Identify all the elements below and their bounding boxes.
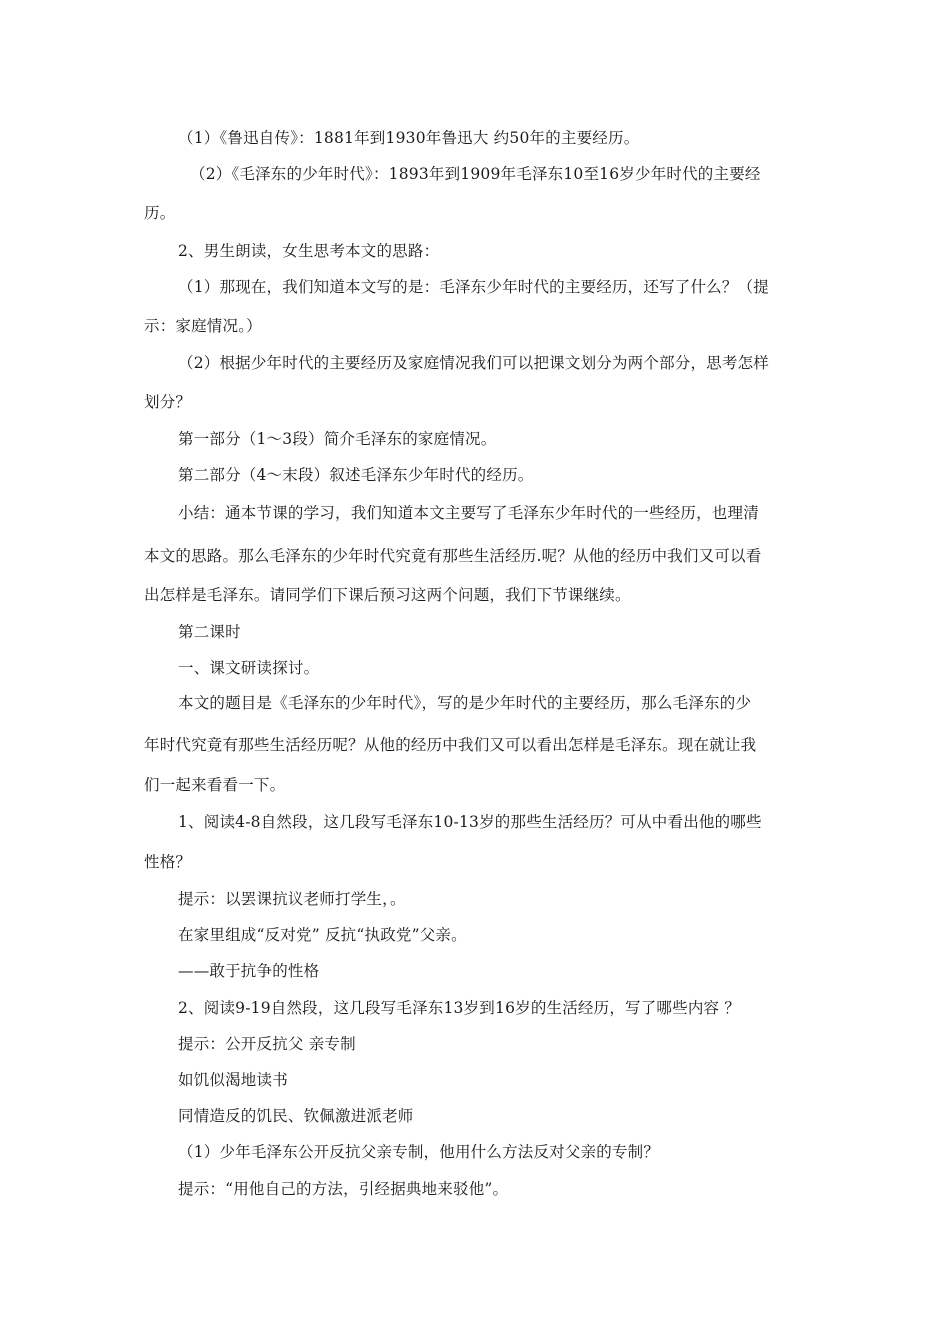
text-line: （2）《毛泽东的少年时代》：1893年到1909年毛泽东10至16岁少年时代的主要经 bbox=[190, 165, 761, 183]
text-line: （1）少年毛泽东公开反抗父亲专制，他用什么方法反对父亲的专制？ bbox=[178, 1143, 660, 1161]
text-line: 第二部分（4～末段）叙述毛泽东少年时代的经历。 bbox=[178, 466, 534, 484]
text-line: 一、课文研读探讨。 bbox=[178, 659, 320, 677]
text-line: 年时代究竟有那些生活经历呢？从他的经历中我们又可以看出怎样是毛泽东。现在就让我 bbox=[144, 736, 757, 754]
text-line: 本文的思路。那么毛泽东的少年时代究竟有那些生活经历.呢？从他的经历中我们又可以看 bbox=[144, 547, 762, 565]
text-line: （2）根据少年时代的主要经历及家庭情况我们可以把课文划分为两个部分，思考怎样 bbox=[178, 354, 769, 372]
text-line: 1、阅读4-8自然段，这几段写毛泽东10-13岁的那些生活经历？可从中看出他的哪些 bbox=[178, 813, 762, 831]
text-line: 提示：以罢课抗议老师打学生，。 bbox=[178, 890, 406, 908]
text-line: ——敢于抗争的性格 bbox=[178, 962, 320, 980]
text-line: 历。 bbox=[144, 204, 176, 222]
text-line: 在家里组成“反对党” 反抗“执政党”父亲。 bbox=[178, 926, 467, 944]
text-line: 提示：“用他自己的方法，引经据典地来驳他”。 bbox=[178, 1180, 509, 1198]
text-line: 第二课时 bbox=[178, 623, 241, 641]
text-line: 们一起来看看一下。 bbox=[144, 776, 286, 794]
text-line: 出怎样是毛泽东。请同学们下课后预习这两个问题，我们下节课继续。 bbox=[144, 586, 631, 604]
text-line: 第一部分（1～3段）简介毛泽东的家庭情况。 bbox=[178, 430, 497, 448]
text-line: 小结：通本节课的学习，我们知道本文主要写了毛泽东少年时代的一些经历，也理清 bbox=[178, 504, 759, 522]
text-line: 如饥似渴地读书 bbox=[178, 1071, 288, 1089]
text-line: 划分？ bbox=[144, 393, 192, 411]
text-line: 2、男生朗读，女生思考本文的思路： bbox=[178, 242, 440, 260]
text-line: 提示：公开反抗父 亲专制 bbox=[178, 1035, 356, 1053]
text-line: 本文的题目是《毛泽东的少年时代》，写的是少年时代的主要经历，那么毛泽东的少 bbox=[178, 694, 752, 712]
text-line: 同情造反的饥民、钦佩激进派老师 bbox=[178, 1107, 414, 1125]
text-line: （1）《鲁迅自传》：1881年到1930年鲁迅大 约50年的主要经历。 bbox=[178, 129, 640, 147]
text-line: （1）那现在，我们知道本文写的是：毛泽东少年时代的主要经历，还写了什么？（提 bbox=[178, 278, 769, 296]
text-line: 2、阅读9-19自然段，这几段写毛泽东13岁到16岁的生活经历，写了哪些内容 ？ bbox=[178, 999, 741, 1017]
text-line: 性格？ bbox=[144, 853, 192, 871]
text-line: 示：家庭情况。） bbox=[144, 317, 262, 335]
